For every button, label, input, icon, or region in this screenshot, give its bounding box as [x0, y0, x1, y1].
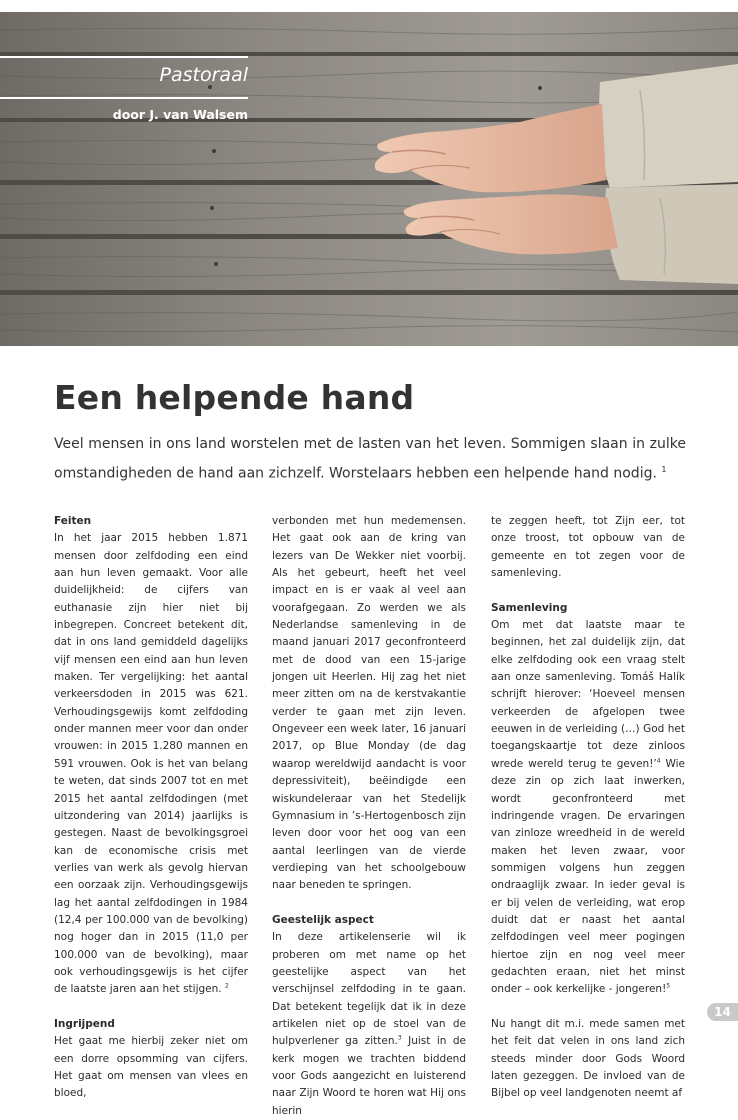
- subheading-samenleving: Samenleving: [491, 601, 568, 614]
- subheading-feiten: Feiten: [54, 515, 92, 527]
- footnote-ref-5: 5: [666, 982, 671, 990]
- paragraph-geestelijk-aspect: [272, 929, 466, 1120]
- paragraph-text: In deze artikelenserie wil ik proberen om met name op het geestelijke aspect van het verschijnsel zelfdoding in te gaan. Dat betekent tegelijk dat ik in deze artikelen niet op de stoel van de hulpverlener ga zitten.: [272, 931, 466, 1048]
- section-label: Pastoraal: [159, 64, 248, 86]
- paragraph-gods-woord: Nu hangt dit m.i. mede samen met het feit dat velen in ons land zich steeds minder door Gods Woord laten gezeggen. De invloed van de Bijbel op veel landgenoten neemt af: [491, 1017, 685, 1100]
- intro-text: Veel mensen in ons land worstelen met de lasten van het leven. Sommigen slaan in zulke omstandigheden de hand aan zichzelf. Worstelaars hebben een helpende hand nodig.: [54, 436, 686, 482]
- paragraph-text: In het jaar 2015 hebben 1.871 mensen door zelfdoding een eind aan hun leven gemaakt. Voor alle duidelijkheid: de cijfers van euthanasie zijn hier niet bij inbegrepen. Concreet betekent dit, dat in ons land gemiddeld dagelijks vijf mensen een eind aan hun leven maken. Ter vergelijking: het aantal verkeersdoden in 2015 was 621. Verhoudingsgewijs komt zelfdoding onder mannen meer voor dan onder vrouwen: in 2015 1.280 mannen en 591 vrouwen. Ook is het van belang te weten, dat sinds 2007 tot en met 2015 het aantal zelfdodingen (met uitzondering van 2014) jaarlijks is gestegen. Naast de bevolkingsgroei kan de economische crisis met verlies van werk als gevolg hiervan een oorzaak zijn. Verhoudingsgewijs lag het aantal zelfdodingen in 1984 (12,4 per 100.000 van de bevolking) nog hoger dan in 2015 (11,0 per 100.000 van de bevolking), maar ook verhoudingsgewijs is het cijfer de laatste jaren aan het stijgen.: [54, 532, 248, 996]
- footnote-ref-4: 4: [656, 757, 661, 765]
- hero-illustration: [0, 12, 738, 346]
- text-column-2: [272, 513, 466, 1120]
- article-title: Een helpende hand: [54, 378, 415, 417]
- text-column-1: [54, 513, 248, 1103]
- footnote-ref-2: 2: [224, 982, 229, 990]
- header-rule-top: [0, 56, 248, 58]
- paragraph-text: Wie deze zin op zich laat inwerken, wordt geconfronteerd met indringende vragen. De ervaringen van zinloze wreedheid in de wereld maken het leven zwaar, voor sommigen volgens hun zeggen ondraaglijk zwaar. In ieder geval is er bij velen de verleiding, wat erop duidt dat er naast het aantal zelfdodingen veel meer pogingen hiertoe zijn en nog veel meer gedachten eraan, niet het minst onder – ook kerkelijke - jongeren!: [491, 757, 686, 996]
- page-number-badge: 14: [707, 1003, 738, 1021]
- paragraph-text: Om met dat laatste maar te beginnen, het zal duidelijk zijn, dat elke zelfdoding ook een vraag stelt aan onze samenleving. Tomáš Halík schrijft hierover: ‘Hoeveel mensen verkeerden de afgelopen twee eeuwen in de verleiding (…) God het toegangskaartje tot deze zinloos wrede wereld terug te geven!’: [491, 619, 685, 770]
- header-rule-bottom: [0, 97, 248, 99]
- text-column-3: [491, 513, 685, 1103]
- footnote-ref-3: 3: [397, 1034, 402, 1042]
- author-byline: door J. van Walsem: [112, 107, 248, 122]
- subheading-ingrijpend: Ingrijpend: [54, 1017, 115, 1030]
- paragraph-feiten: [54, 530, 248, 998]
- paragraph-continued: te zeggen heeft, tot Zijn eer, tot onze troost, tot opbouw van de gemeente en tot zegen voor de samenleving.: [491, 515, 685, 580]
- paragraph-samenleving: [491, 617, 685, 999]
- article-intro: [54, 432, 686, 487]
- header-photo-wooden-table-open-hands: [0, 12, 738, 346]
- intro-footnote-ref: 1: [661, 465, 667, 474]
- paragraph-continued: verbonden met hun medemensen. Het gaat ook aan de kring van lezers van De Wekker niet voorbij. Als het gebeurt, heeft het veel impact en is er vaak al veel aan voorafgegaan. Zo werden we als Nederlandse samenleving in de maand januari 2017 geconfronteerd met de dood van een 15-jarige jongen uit Heerlen. Hij zag het niet meer zitten om na de kerstvakantie verder te gaan met zijn leven. Ongeveer een week later, 16 januari 2017, op Blue Monday (de dag waarop wereldwijd aandacht is voor depressiviteit), beëindigde een wiskundeleraar van het Stedelijk Gymnasium in ’s-Hertogenbosch zijn leven door voor het oog van een aantal leerlingen van de vierde verdieping van het schoolgebouw naar beneden te springen.: [272, 515, 466, 892]
- paragraph-ingrijpend: Het gaat me hierbij zeker niet om een dorre opsomming van cijfers. Het gaat om mensen van vlees en bloed,: [54, 1035, 248, 1100]
- paragraph-text: Juist in de kerk mogen we trachten biddend voor Gods aangezicht en luisterend naar Zijn Woord te horen wat Hij ons hierin: [272, 1035, 466, 1117]
- subheading-geestelijk-aspect: Geestelijk aspect: [272, 913, 374, 926]
